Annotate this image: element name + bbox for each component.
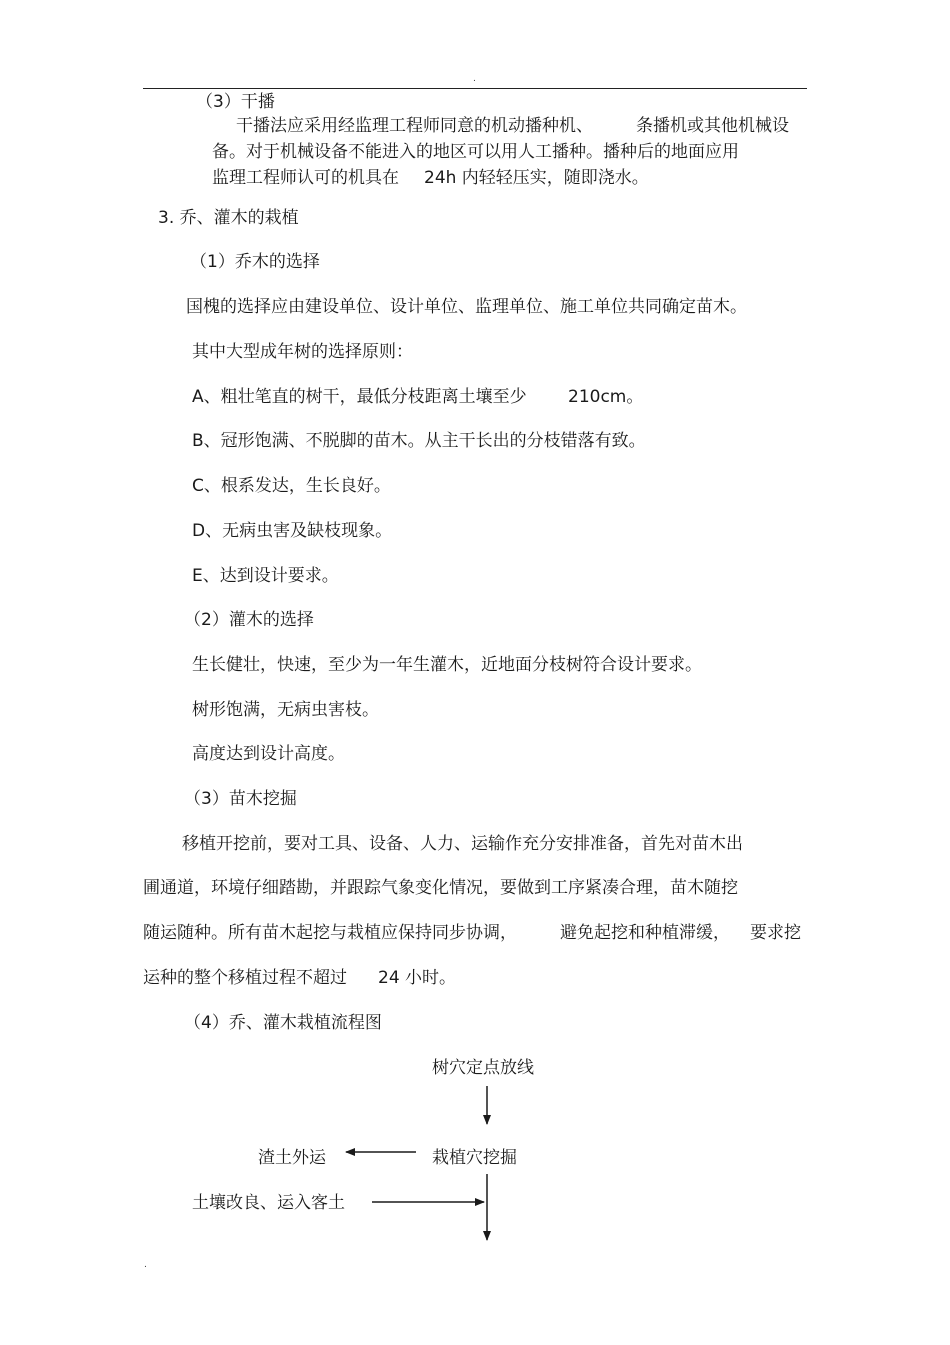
flow-step-2: 栽植穴挖掘 <box>432 1148 517 1168</box>
p3-line4a: 运种的整个移植过程不超过 <box>143 968 347 988</box>
p1-item-d: D、无病虫害及缺枝现象。 <box>192 521 393 541</box>
sec3-heading: 3. 乔、灌木的栽植 <box>158 208 299 228</box>
p1-item-e: E、达到设计要求。 <box>192 566 339 586</box>
p1-item-c: C、根系发达，生长良好。 <box>192 476 391 496</box>
s3-line1b: 条播机或其他机械设 <box>636 116 789 136</box>
s3-line2: 备。对于机械设备不能进入的地区可以用人工播种。播种后的地面应用 <box>212 142 739 162</box>
p3-line2: 圃通道，环境仔细踏勘，并跟踪气象变化情况，要做到工序紧凑合理，苗木随挖 <box>143 878 738 898</box>
p3-heading: （3）苗木挖掘 <box>184 789 297 809</box>
footer-dot: . <box>144 1260 147 1270</box>
s3-heading: （3）干播 <box>196 92 275 112</box>
p2-line1: 生长健壮，快速，至少为一年生灌木，近地面分枝树符合设计要求。 <box>192 655 702 675</box>
p2-line2: 树形饱满，无病虫害枝。 <box>192 700 379 720</box>
p1-item-b: B、冠形饱满、不脱脚的苗木。从主干长出的分枝错落有致。 <box>192 431 646 451</box>
p1-item-a: A、粗壮笔直的树干，最低分枝距离土壤至少 <box>192 387 527 407</box>
p1-line2: 其中大型成年树的选择原则： <box>192 342 413 362</box>
p3-line4b: 24 小时。 <box>378 968 457 988</box>
s3-line3b: 24h 内轻轻压实，随即浇水。 <box>424 168 649 188</box>
p4-heading: （4）乔、灌木栽植流程图 <box>184 1013 382 1033</box>
p1-item-a-value: 210cm。 <box>568 387 644 407</box>
p2-line3: 高度达到设计高度。 <box>192 744 345 764</box>
flow-step-1: 树穴定点放线 <box>432 1058 534 1078</box>
p3-line1: 移植开挖前，要对工具、设备、人力、运输作充分安排准备，首先对苗木出 <box>182 834 743 854</box>
p3-line3c: 要求挖 <box>750 923 801 943</box>
p1-heading: （1）乔木的选择 <box>190 252 320 272</box>
s3-line1: 干播法应采用经监理工程师同意的机动播种机、 <box>236 116 593 136</box>
s3-line3: 监理工程师认可的机具在 <box>212 168 399 188</box>
header-dot: . <box>473 74 476 84</box>
flow-side-in: 土壤改良、运入客土 <box>192 1193 345 1213</box>
p1-line1: 国槐的选择应由建设单位、设计单位、监理单位、施工单位共同确定苗木。 <box>186 297 747 317</box>
p3-line3b: 避免起挖和种植滞缓， <box>560 923 730 943</box>
p3-line3a: 随运随种。所有苗木起挖与栽植应保持同步协调， <box>143 923 517 943</box>
p2-heading: （2）灌木的选择 <box>184 610 314 630</box>
flow-side-out: 渣土外运 <box>258 1148 326 1168</box>
